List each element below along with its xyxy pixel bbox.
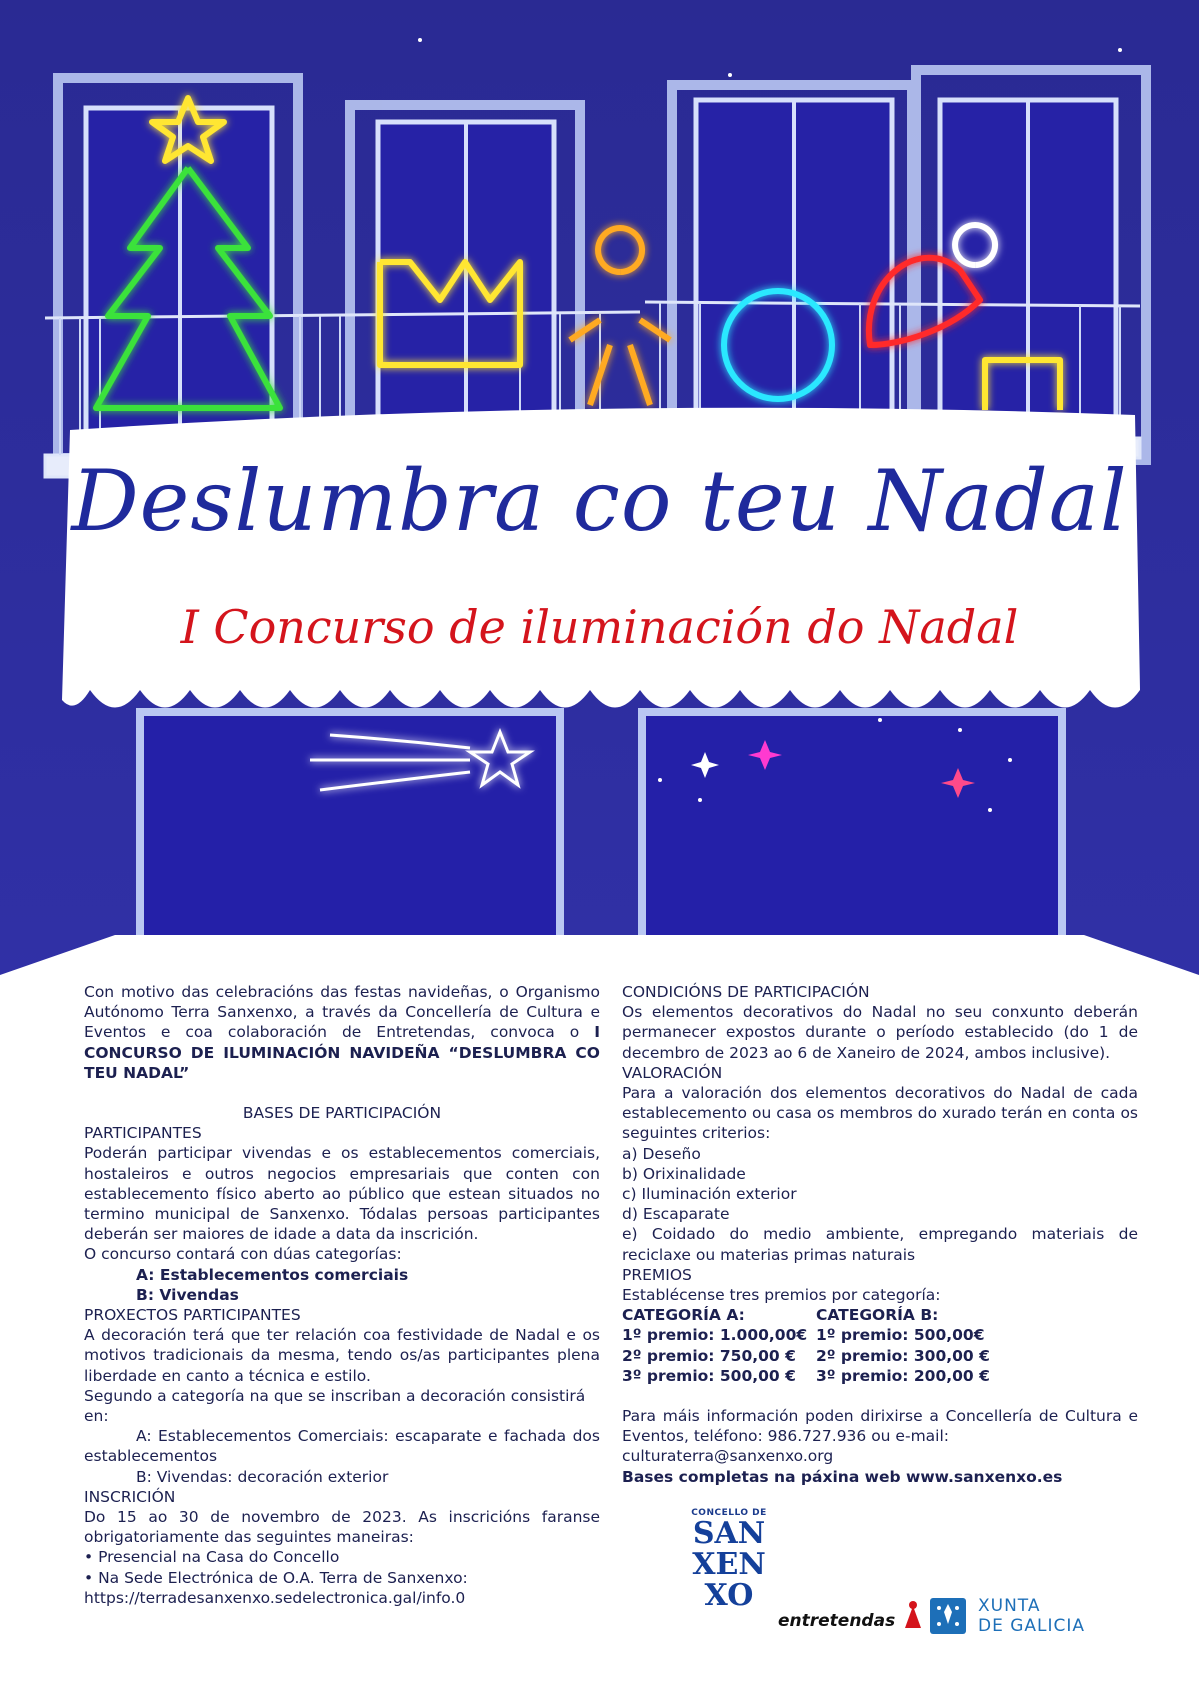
prize-item: 3º premio: 200,00 €: [816, 1366, 990, 1385]
xunta-shield-icon: [928, 1596, 968, 1636]
prize-item: 2º premio: 300,00 €: [816, 1346, 990, 1365]
xunta-galicia-logo: XUNTA DE GALICIA: [928, 1596, 968, 1636]
criterion: c) Iluminación exterior: [622, 1185, 797, 1204]
prize-category-title: CATEGORÍA A:: [622, 1306, 745, 1325]
info-web[interactable]: Bases completas na páxina web www.sanxenxo.es: [622, 1467, 1063, 1486]
premios-heading: PREMIOS: [622, 1265, 692, 1284]
concello-sanxenxo-logo: CONCELLO DE SAN XEN XO: [691, 1508, 767, 1613]
entretendas-logo: entretendas: [778, 1600, 925, 1631]
inscricion-heading: INSCRICIÓN: [84, 1487, 176, 1506]
proxectos-text: A decoración terá que ter relación coa festividade de Nadal e os motivos tradicionais da mesma, tendo os/as participantes plena liberdade en canto a técnica e estilo.: [84, 1326, 600, 1385]
proxectos-segundo: Segundo a categoría na que se inscriban a decoración consistirá en:: [84, 1386, 586, 1426]
categories-intro: O concurso contará con dúas categorías:: [84, 1245, 402, 1264]
intro-highlight: I CONCURSO DE ILUMINACIÓN NAVIDEÑA “DESLUMBRA CO TEU NADAL”: [84, 1023, 600, 1082]
prize-item: 3º premio: 500,00 €: [622, 1366, 796, 1385]
poster-title: Deslumbra co teu Nadal: [71, 452, 1128, 550]
prize-column-b: [816, 1305, 1010, 1386]
criterion: a) Deseño: [622, 1144, 701, 1163]
premios-intro: Establécense tres premios por categoría:: [622, 1286, 941, 1305]
prize-category-title: CATEGORÍA B:: [816, 1306, 939, 1325]
condicions-heading: CONDICIÓNS DE PARTICIPACIÓN: [622, 983, 870, 1001]
prize-item: 2º premio: 750,00 €: [622, 1346, 796, 1365]
proxectos-heading: PROXECTOS PARTICIPANTES: [84, 1306, 301, 1325]
entretendas-mark-icon: [901, 1600, 925, 1630]
category-b: B: Vivendas: [136, 1285, 239, 1304]
criterion: e) Coidado do medio ambiente, empregando materiais de reciclaxe ou materias primas naturais: [622, 1225, 1138, 1264]
category-a: A: Establecementos comerciais: [136, 1265, 409, 1284]
condicions-text: Os elementos decorativos do Nadal no seu conxunto deberán permanecer expostos durante o período establecido (do 1 de decembro de 2023 ao 6 de Xaneiro de 2024, ambos inclusive).: [622, 1003, 1138, 1062]
info-email[interactable]: culturaterra@sanxenxo.org: [622, 1447, 834, 1466]
criterion: d) Escaparate: [622, 1205, 730, 1224]
inscricion-item-2: • Na Sede Electrónica de O.A. Terra de Sanxenxo:: [84, 1568, 468, 1587]
valoracion-text: Para a valoración dos elementos decorativos do Nadal de cada establecemento ou casa os membros do xurado terán en conta os seguintes criterios:: [622, 1084, 1138, 1143]
prize-grid: [622, 1305, 1138, 1386]
participantes-heading: PARTICIPANTES: [84, 1124, 202, 1143]
inscricion-item-1: • Presencial na Casa do Concello: [84, 1548, 340, 1567]
valoracion-heading: VALORACIÓN: [622, 1063, 723, 1082]
participantes-text: Poderán participar vivendas e os establecementos comerciais, hostaleiros e outros negocios empresariais que conten con establecemento físico aberto ao público que estean situados no termino municipal de Sanxenxo. Tódalas persoas participantes deberán ser maiores de idade a data da inscrición.: [84, 1144, 600, 1244]
inscricion-url[interactable]: https://terradesanxenxo.sedelectronica.gal/info.0: [84, 1588, 466, 1607]
prize-item: 1º premio: 500,00€: [816, 1326, 985, 1345]
intro-text: Con motivo das celebracións das festas navideñas, o Organismo Autónomo Terra Sanxenxo, a través da Concellería de Cultura e Eventos e coa colaboración de Entretendas, convoca o I CONCURSO DE ILUMINACIÓN NAVIDEÑA “DESLUMBRA CO TEU NADAL”: [84, 983, 600, 1082]
proxectos-b: B: Vivendas: decoración exterior: [136, 1467, 389, 1486]
prize-item: 1º premio: 1.000,00€: [622, 1326, 808, 1345]
sponsor-logos: [0, 1500, 1199, 1660]
bases-heading: BASES DE PARTICIPACIÓN: [242, 1104, 442, 1123]
prize-column-a: [622, 1305, 816, 1386]
right-column: [622, 982, 1138, 1487]
proxectos-a: A: Establecementos Comerciais: escaparate e fachada dos establecementos: [84, 1427, 600, 1466]
info-text: Para máis información poden dirixirse a Concellería de Cultura e Eventos, teléfono: 986.727.936 ou e-mail:: [622, 1407, 1138, 1446]
criterion: b) Orixinalidade: [622, 1164, 746, 1183]
poster-subtitle: I Concurso de iluminación do Nadal: [180, 600, 1019, 654]
inscricion-text: Do 15 ao 30 de novembro de 2023. As inscricións faranse obrigatoriamente das seguintes maneiras:: [84, 1508, 600, 1547]
